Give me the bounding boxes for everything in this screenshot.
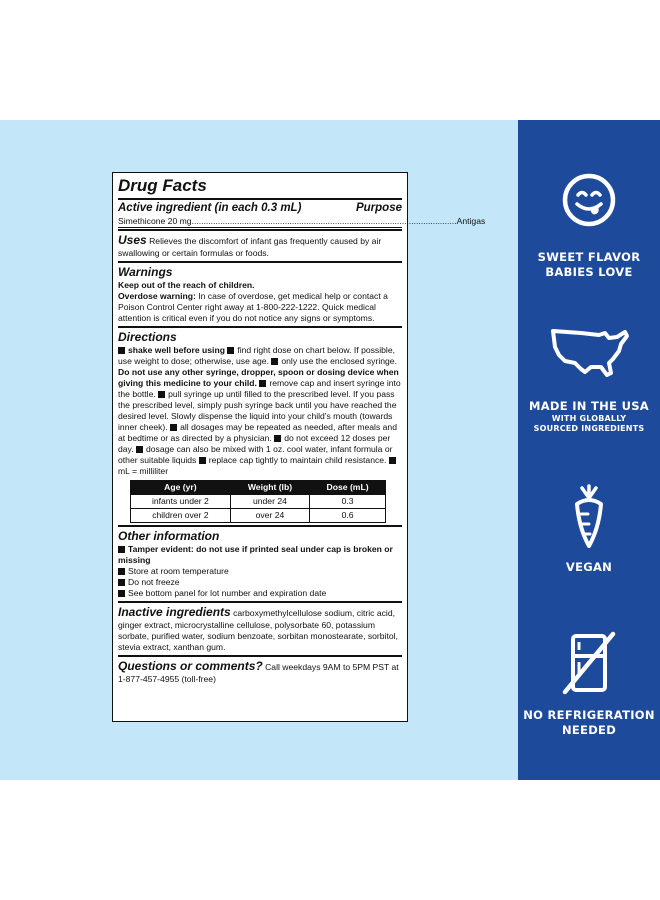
table-cell: infants under 2 [131,495,231,509]
dir-shake: shake well before using [128,345,225,355]
inactive-text: carboxymethylcellulose sodium, citric acid, ginger extract, microcrystalline cellulose, polysorbate 60, potassium sorbate, purified water, sodium benzoate, sorbitan monostearate, sorbitol, stevia extract, xanthan gum. [118,608,398,652]
table-cell: 0.6 [310,509,386,523]
list-item [118,588,402,599]
directions-heading: Directions [118,330,177,344]
usa-map-icon [547,325,631,379]
divider [118,655,402,657]
directions-text [118,345,402,477]
inactive-heading: Inactive ingredients [118,605,231,619]
uses-heading: Uses [118,233,147,247]
ingredient-purpose: Antigas [456,216,486,226]
list-item [118,544,402,566]
other-info-heading: Other information [118,529,220,543]
warn-reach: Keep out of the reach of children. [118,280,255,290]
purpose-heading: Purpose [355,202,402,214]
usa-sub1: WITH GLOBALLY [551,414,627,423]
col-weight: Weight (lb) [230,481,309,495]
divider [118,525,402,527]
bullet-square-icon [136,446,143,453]
usa-sub2: SOURCED INGREDIENTS [533,424,645,433]
features-panel [518,120,660,780]
dir-replace: replace cap tightly to maintain child resistance. [208,455,387,465]
feature-vegan [518,484,660,575]
other-item-text: Do not freeze [128,577,180,587]
bullet-square-icon [271,358,278,365]
inactive-section [118,605,402,653]
other-item-text: Store at room temperature [128,566,229,576]
bullet-square-icon [274,435,281,442]
dir-pull: pull syringe up until filled to the prescribed level. If you pass the prescribed level, simply push syringe back until you have reached the desired level. Slowly dispense the liquid into your child's mouth (towards inner cheek). [118,389,397,432]
smiley-tongue-icon [559,170,619,230]
list-item [118,566,402,577]
feature-sweet-flavor [518,170,660,280]
drug-facts-label [112,172,486,722]
bullet-square-icon [170,424,177,431]
other-item-text: See bottom panel for lot number and expiration date [128,588,327,598]
active-ingredient-header [118,201,402,216]
bullet-square-icon [158,391,165,398]
col-age: Age (yr) [131,481,231,495]
bullet-square-icon [227,347,234,354]
usa-line1: MADE IN THE USA [528,399,649,413]
leader-dots: ............................................................................................................... [191,216,457,226]
divider [118,326,402,328]
dir-only: only use the enclosed syringe. [281,356,397,366]
drug-facts-title: Drug Facts [118,176,402,200]
divider [118,261,402,263]
fridge-line2: NEEDED [561,723,617,737]
feature-made-in-usa [518,325,660,434]
bullet-square-icon [118,590,125,597]
bullet-square-icon [199,457,206,464]
dir-mix: dosage can also be mixed with 1 oz. cool water, infant formula or other suitable liquids [118,444,393,465]
dir-all: all dosages may be repeated as needed, after meals and at bedtime or as directed by a physician. [118,422,397,443]
table-cell: 0.3 [310,495,386,509]
table-row [131,509,386,523]
sweet-line2: BABIES LOVE [545,265,633,279]
uses-text: Relieves the discomfort of infant gas frequently caused by air swallowing or certain formulas or foods. [118,236,382,258]
overdose-label: Overdose warning: [118,291,196,301]
dir-ml: mL = milliliter [118,466,169,476]
other-info-section [118,529,402,599]
dir-donot: Do not use any other syringe, dropper, spoon or dosing device when giving this medicine to your child. [118,367,399,388]
table-cell: under 24 [230,495,309,509]
dir-exceed: do not exceed 12 doses per day. [118,433,391,454]
directions-section [118,330,402,523]
divider [118,601,402,603]
dir-remove: remove cap and insert syringe into the bottle. [118,378,401,399]
ingredient-name: Simethicone 20 mg [118,216,192,226]
table-cell: over 24 [230,509,309,523]
questions-heading: Questions or comments? [118,659,263,673]
table-cell: children over 2 [131,509,231,523]
dosage-table-header [131,481,386,495]
dosage-table [130,480,386,523]
ingredient-row [118,216,486,228]
feature-no-refrigeration [518,630,660,738]
bullet-square-icon [118,546,125,553]
bullet-square-icon [259,380,266,387]
col-dose: Dose (mL) [310,481,386,495]
dir-find: find right dose on chart below. If possible, use weight to dose; otherwise, use age. [118,345,395,366]
overdose-warning [118,291,402,324]
warnings-heading: Warnings [118,265,173,279]
sweet-line1: SWEET FLAVOR [537,250,641,264]
bullet-square-icon [118,579,125,586]
overdose-text: In case of overdose, get medical help or contact a Poison Control Center right away at 1-800-222-1222. Quick medical attention is critical even if you do not notice any signs or symptoms. [118,291,388,323]
bullet-square-icon [118,347,125,354]
carrot-icon [569,484,609,550]
bullet-square-icon [389,457,396,464]
divider [118,229,402,231]
fridge-line1: NO REFRIGERATION [523,708,655,722]
questions-text: Call weekdays 9AM to 5PM PST at 1-877-457-4955 (toll-free) [118,662,399,684]
active-ingredient-heading: Active ingredient (in each 0.3 mL) [118,202,302,214]
vegan-label: VEGAN [565,560,613,574]
list-item [118,577,402,588]
bullet-square-icon [118,568,125,575]
table-row [131,495,386,509]
questions-section [118,659,402,685]
uses-section [118,233,402,259]
other-item-text: Tamper evident: do not use if printed seal under cap is broken or missing [118,544,393,565]
warnings-section [118,265,402,324]
no-fridge-icon [559,630,619,696]
